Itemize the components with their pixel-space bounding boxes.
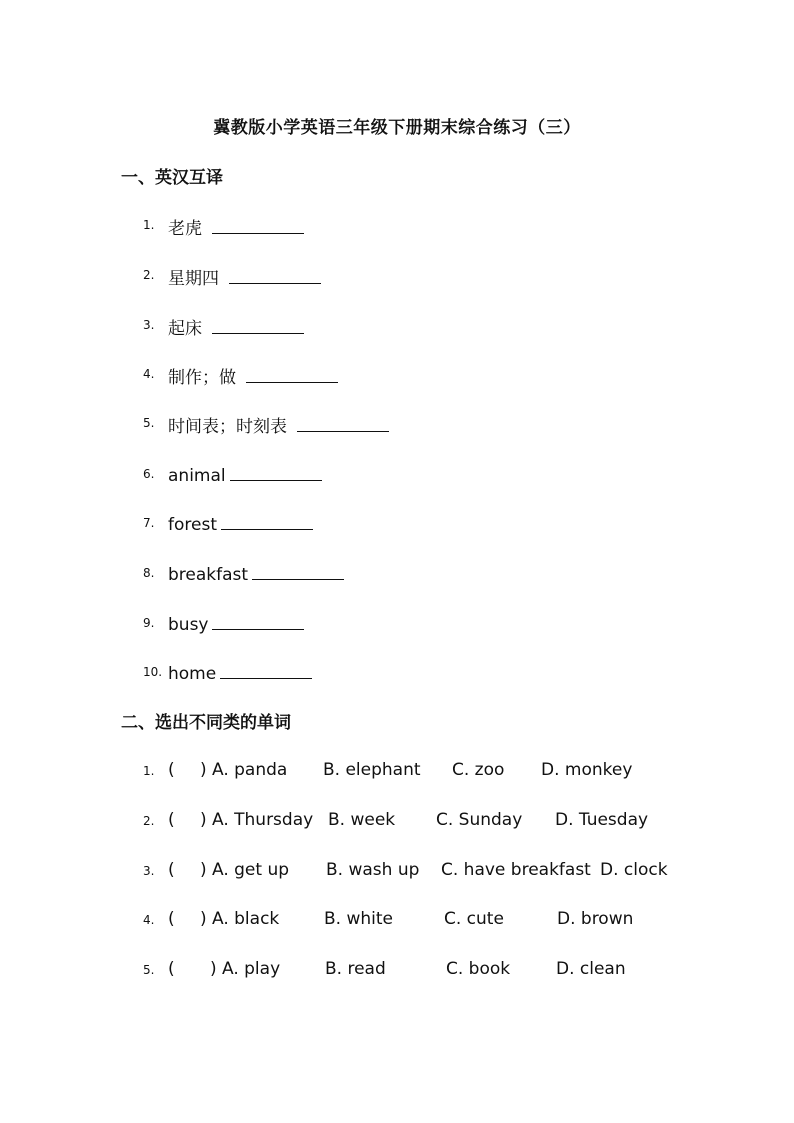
option-d: D. monkey (541, 760, 633, 780)
option-d: D. clean (556, 959, 626, 979)
option-c: C. have breakfast (441, 860, 591, 880)
translation-item (0, 512, 794, 536)
answer-blank[interactable] (230, 463, 322, 481)
choice-item (0, 909, 794, 933)
item-number: 2. (143, 814, 155, 828)
item-number: 4. (143, 367, 155, 381)
translation-item (0, 412, 794, 436)
answer-paren-open[interactable]: ( (168, 909, 175, 929)
answer-paren-open[interactable]: ( (168, 760, 175, 780)
option-c: C. cute (444, 909, 504, 929)
item-prompt: 时间表；时刻表 (168, 417, 287, 437)
choice-item (0, 959, 794, 983)
option-a: A. Thursday (212, 810, 314, 830)
section-2-heading: 二、选出不同类的单词 (121, 713, 291, 733)
choice-item (0, 860, 794, 884)
option-b: B. read (325, 959, 386, 979)
answer-blank[interactable] (246, 365, 338, 383)
item-prompt: breakfast (168, 565, 249, 585)
item-prompt: home (168, 664, 217, 684)
translation-item (0, 264, 794, 288)
choice-item (0, 760, 794, 784)
answer-blank[interactable] (212, 316, 304, 334)
item-number: 3. (143, 864, 155, 878)
answer-blank[interactable] (212, 216, 304, 234)
item-number: 10. (143, 665, 163, 679)
answer-blank[interactable] (212, 612, 304, 630)
section-1-heading: 一、英汉互译 (121, 168, 223, 188)
answer-paren-close: ) (210, 959, 217, 979)
answer-paren-close: ) (200, 909, 207, 929)
item-prompt: 制作；做 (168, 368, 236, 388)
item-number: 1. (143, 764, 155, 778)
option-d: D. clock (600, 860, 668, 880)
answer-blank[interactable] (229, 266, 321, 284)
item-number: 9. (143, 616, 155, 630)
option-d: D. Tuesday (555, 810, 649, 830)
option-b: B. elephant (323, 760, 421, 780)
answer-paren-open[interactable]: ( (168, 959, 175, 979)
item-prompt: 起床 (168, 319, 202, 339)
translation-item (0, 661, 794, 685)
option-d: D. brown (557, 909, 634, 929)
translation-item (0, 562, 794, 586)
option-c: C. book (446, 959, 511, 979)
item-number: 3. (143, 318, 155, 332)
item-number: 5. (143, 963, 155, 977)
item-number: 6. (143, 467, 155, 481)
answer-blank[interactable] (221, 512, 313, 530)
option-a: A. black (212, 909, 280, 929)
answer-paren-open[interactable]: ( (168, 860, 175, 880)
translation-item (0, 363, 794, 387)
translation-item (0, 314, 794, 338)
translation-item (0, 463, 794, 487)
item-number: 5. (143, 416, 155, 430)
option-b: B. week (328, 810, 396, 830)
answer-paren-close: ) (200, 760, 207, 780)
translation-item (0, 612, 794, 636)
item-number: 1. (143, 218, 155, 232)
option-b: B. white (324, 909, 393, 929)
item-prompt: 老虎 (168, 219, 202, 239)
item-prompt: 星期四 (168, 269, 219, 289)
answer-blank[interactable] (297, 414, 389, 432)
item-prompt: forest (168, 515, 217, 535)
answer-blank[interactable] (220, 661, 312, 679)
item-number: 2. (143, 268, 155, 282)
translation-item (0, 214, 794, 238)
option-a: A. play (222, 959, 281, 979)
answer-paren-open[interactable]: ( (168, 810, 175, 830)
option-c: C. Sunday (436, 810, 523, 830)
option-a: A. panda (212, 760, 288, 780)
option-b: B. wash up (326, 860, 420, 880)
answer-paren-close: ) (200, 810, 207, 830)
choice-item (0, 810, 794, 834)
item-number: 7. (143, 516, 155, 530)
option-a: A. get up (212, 860, 290, 880)
option-c: C. zoo (452, 760, 505, 780)
answer-blank[interactable] (252, 562, 344, 580)
item-prompt: busy (168, 615, 209, 635)
item-number: 8. (143, 566, 155, 580)
answer-paren-close: ) (200, 860, 207, 880)
item-prompt: animal (168, 466, 226, 486)
document-title: 冀教版小学英语三年级下册期末综合练习（三） (213, 118, 581, 138)
item-number: 4. (143, 913, 155, 927)
